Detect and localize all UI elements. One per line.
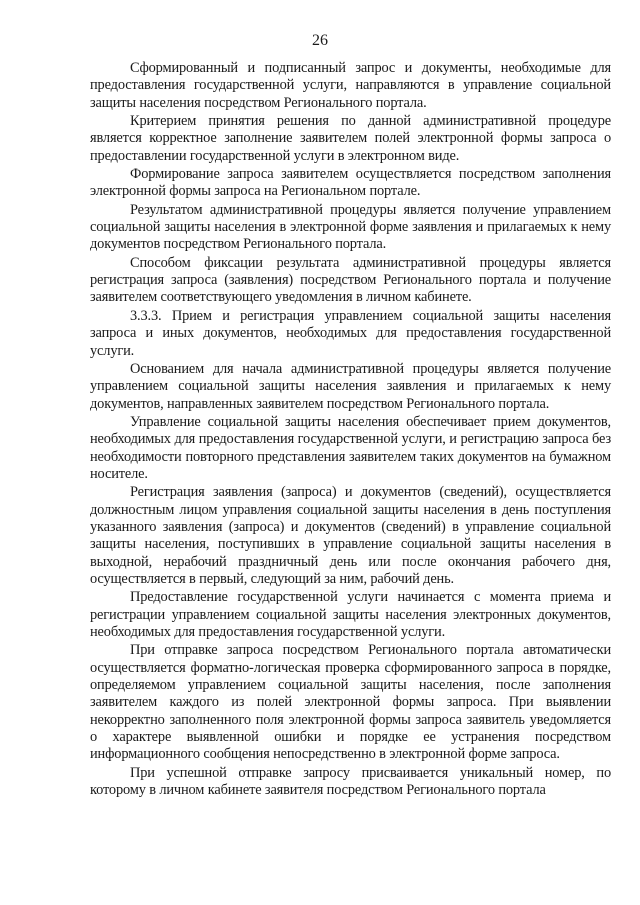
paragraph-service-start: Предоставление государственной услуги начинается с момента приема и регистрации управлением социальной защиты населения электронных документов, необходимых для предоставления государственной услуги. [90,589,611,640]
paragraph-request-sent: Сформированный и подписанный запрос и документы, необходимые для предоставления государственной услуги, направляются в управление социальной защиты населения посредством Регионального портала. [90,60,611,111]
paragraph-result-fixation: Способом фиксации результата административной процедуры является регистрация запроса (заявления) посредством Регионального портала и получение заявителем соответствующего уведомления в личном кабинете. [90,254,611,306]
page-number: 26 [312,32,328,49]
paragraph-format-check: При отправке запроса посредством Регионального портала автоматически осуществляется форматно-логическая проверка сформированного запроса в порядке, определяемом управлением социальной защиты населения, после заполнения заявителем каждого из полей электронной формы запроса. При выявлении некорректно заполненного поля электронной формы запроса заявитель уведомляется о характере выявленной ошибки и порядке ее устранения посредством информационного сообщения непосредственно в электронной форме запроса. [90,642,611,763]
document-body [90,60,611,800]
paragraph-procedure-result: Результатом административной процедуры является получение управлением социальной защиты населения в электронной форме заявления и прилагаемых к нему документов посредством Регионального портала. [90,201,611,253]
paragraph-unique-number: При успешной отправке запросу присваивается уникальный номер, по которому в личном кабинете заявителя посредством Регионального портала [90,764,611,799]
paragraph-request-formation: Формирование запроса заявителем осуществляется посредством заполнения электронной формы запроса на Региональном портале. [90,166,611,200]
paragraph-document-acceptance: Управление социальной защиты населения обеспечивает прием документов, необходимых для предоставления государственной услуги, и регистрацию запроса без необходимости повторного представления заявителем таких документов на бумажном носителе. [90,413,611,482]
paragraph-procedure-basis: Основанием для начала административной процедуры является получение управлением социальной защиты населения заявления и прилагаемых к нему документов, направленных заявителем посредством Регионального портала. [90,360,611,412]
section-heading-3-3-3: 3.3.3. Прием и регистрация управлением социальной защиты населения запроса и иных документов, необходимых для предоставления государственной услуги. [90,307,611,359]
paragraph-decision-criterion: Критерием принятия решения по данной административной процедуре является корректное заполнение заявителем полей электронной формы запроса о предоставлении государственной услуги в электронном виде. [90,113,611,164]
paragraph-registration: Регистрация заявления (запроса) и документов (сведений), осуществляется должностным лицом управления социальной защиты населения в день поступления указанного заявления (запроса) и документов (сведений) в управление социальной защиты населения, поступивших в управление социальной защиты населения в выходной, нерабочий праздничный день или после окончания рабочего дня, осуществляется в первый, следующий за ним, рабочий день. [90,484,611,587]
